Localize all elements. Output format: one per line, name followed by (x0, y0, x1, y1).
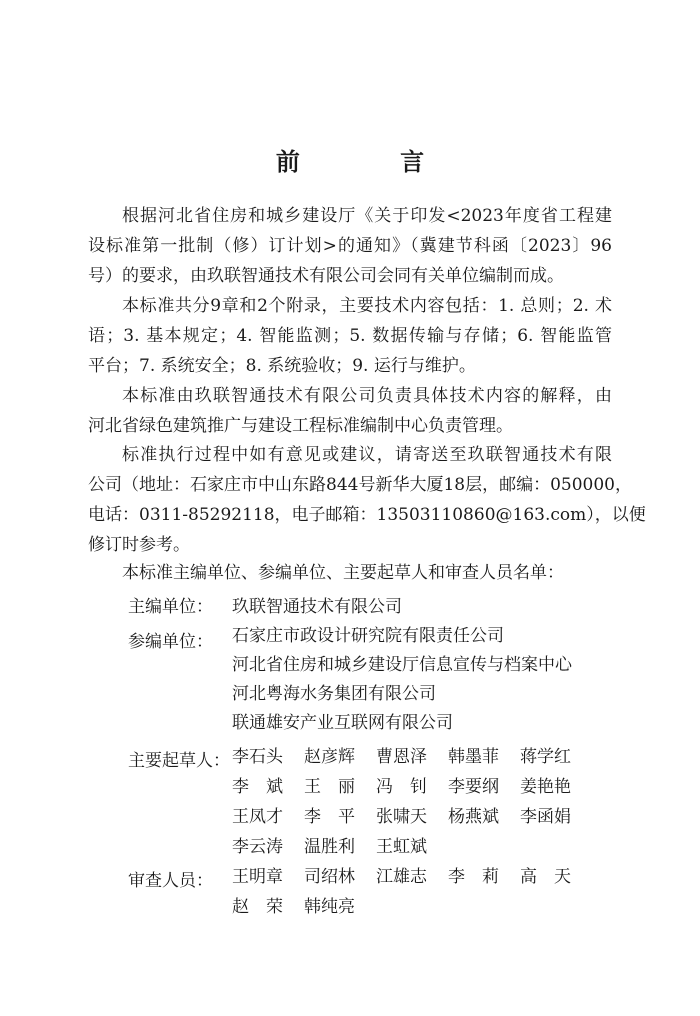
chief-unit-label: 主编单位： (128, 597, 213, 617)
paragraph-line: 河北省绿色建筑推广与建设工程标准编制中心负责管理。 (88, 416, 513, 436)
person-name: 温胜利 (304, 837, 355, 857)
person-name: 王虹斌 (376, 837, 427, 857)
paragraph-2 (88, 291, 612, 381)
list-item: 联通雄安产业互联网有限公司 (232, 713, 453, 733)
person-name: 王 丽 (304, 777, 355, 797)
list-item: 石家庄市政设计研究院有限责任公司 (232, 626, 504, 646)
person-name: 司绍林 (304, 867, 355, 887)
name-row (232, 832, 592, 862)
person-name: 杨燕斌 (448, 807, 499, 827)
person-name: 蒋学红 (520, 747, 571, 767)
person-name: 高 天 (520, 867, 571, 887)
person-name: 李函娟 (520, 807, 571, 827)
main-drafters-label: 主要起草人： (128, 751, 230, 771)
participating-units-label: 参编单位： (128, 632, 213, 652)
person-name: 曹恩泽 (376, 747, 427, 767)
paragraph-line: 本标准由玖联智通技术有限公司负责具体技术内容的解释，由 (122, 386, 612, 406)
person-name: 江雄志 (376, 867, 427, 887)
person-name: 韩纯亮 (304, 897, 355, 917)
name-row (232, 742, 592, 772)
name-row (232, 862, 592, 892)
paragraph-5 (88, 558, 612, 588)
list-item: 河北省住房和城乡建设厅信息宣传与档案中心 (232, 655, 572, 675)
paragraph-3 (88, 381, 612, 441)
person-name: 李云涛 (232, 837, 283, 857)
paragraph-line: 本标准共分9章和2个附录，主要技术内容包括：1. 总则；2. 术 (122, 296, 612, 316)
reviewers-list (232, 862, 592, 922)
list-item: 河北粤海水务集团有限公司 (232, 684, 436, 704)
participating-units-list (232, 622, 572, 738)
person-name: 李 斌 (232, 777, 283, 797)
chief-unit-value: 玖联智通技术有限公司 (232, 597, 402, 617)
person-name: 冯 钊 (376, 777, 427, 797)
paragraph-line: 电话：0311-85292118，电子邮箱：13503110860@163.com），以便 (88, 505, 646, 525)
name-row (232, 802, 592, 832)
person-name: 王明章 (232, 867, 283, 887)
paragraph-line: 标准执行过程中如有意见或建议，请寄送至玖联智通技术有限 (122, 445, 612, 465)
paragraph-line: 号）的要求，由玖联智通技术有限公司会同有关单位编制而成。 (88, 266, 564, 286)
person-name: 李石头 (232, 747, 283, 767)
paragraph-line: 修订时参考。 (88, 535, 190, 555)
main-drafters-list (232, 742, 592, 862)
paragraph-line: 设标准第一批制（修）订计划>的通知》（冀建节科函〔2023〕96 (88, 236, 612, 256)
person-name: 李 莉 (448, 867, 499, 887)
paragraph-line: 语；3. 基本规定；4. 智能监测；5. 数据传输与存储；6. 智能监管 (88, 326, 612, 346)
paragraph-1 (88, 201, 612, 291)
paragraph-line: 本标准主编单位、参编单位、主要起草人和审查人员名单： (122, 563, 564, 583)
name-row (232, 772, 592, 802)
paragraph-line: 平台；7. 系统安全；8. 系统验收；9. 运行与维护。 (88, 356, 476, 376)
person-name: 姜艳艳 (520, 777, 571, 797)
person-name: 赵彦辉 (304, 747, 355, 767)
person-name: 赵 荣 (232, 897, 283, 917)
person-name: 韩墨菲 (448, 747, 499, 767)
name-row (232, 892, 592, 922)
paragraph-line: 公司（地址：石家庄市中山东路844号新华大厦18层，邮编：050000， (88, 475, 632, 495)
reviewers-label: 审查人员： (128, 871, 213, 891)
page-title: 前 言 (275, 147, 471, 176)
person-name: 李 平 (304, 807, 355, 827)
person-name: 李要纲 (448, 777, 499, 797)
person-name: 王凤才 (232, 807, 283, 827)
paragraph-4 (88, 440, 646, 560)
paragraph-line: 根据河北省住房和城乡建设厅《关于印发<2023年度省工程建 (122, 206, 612, 226)
person-name: 张啸天 (376, 807, 427, 827)
